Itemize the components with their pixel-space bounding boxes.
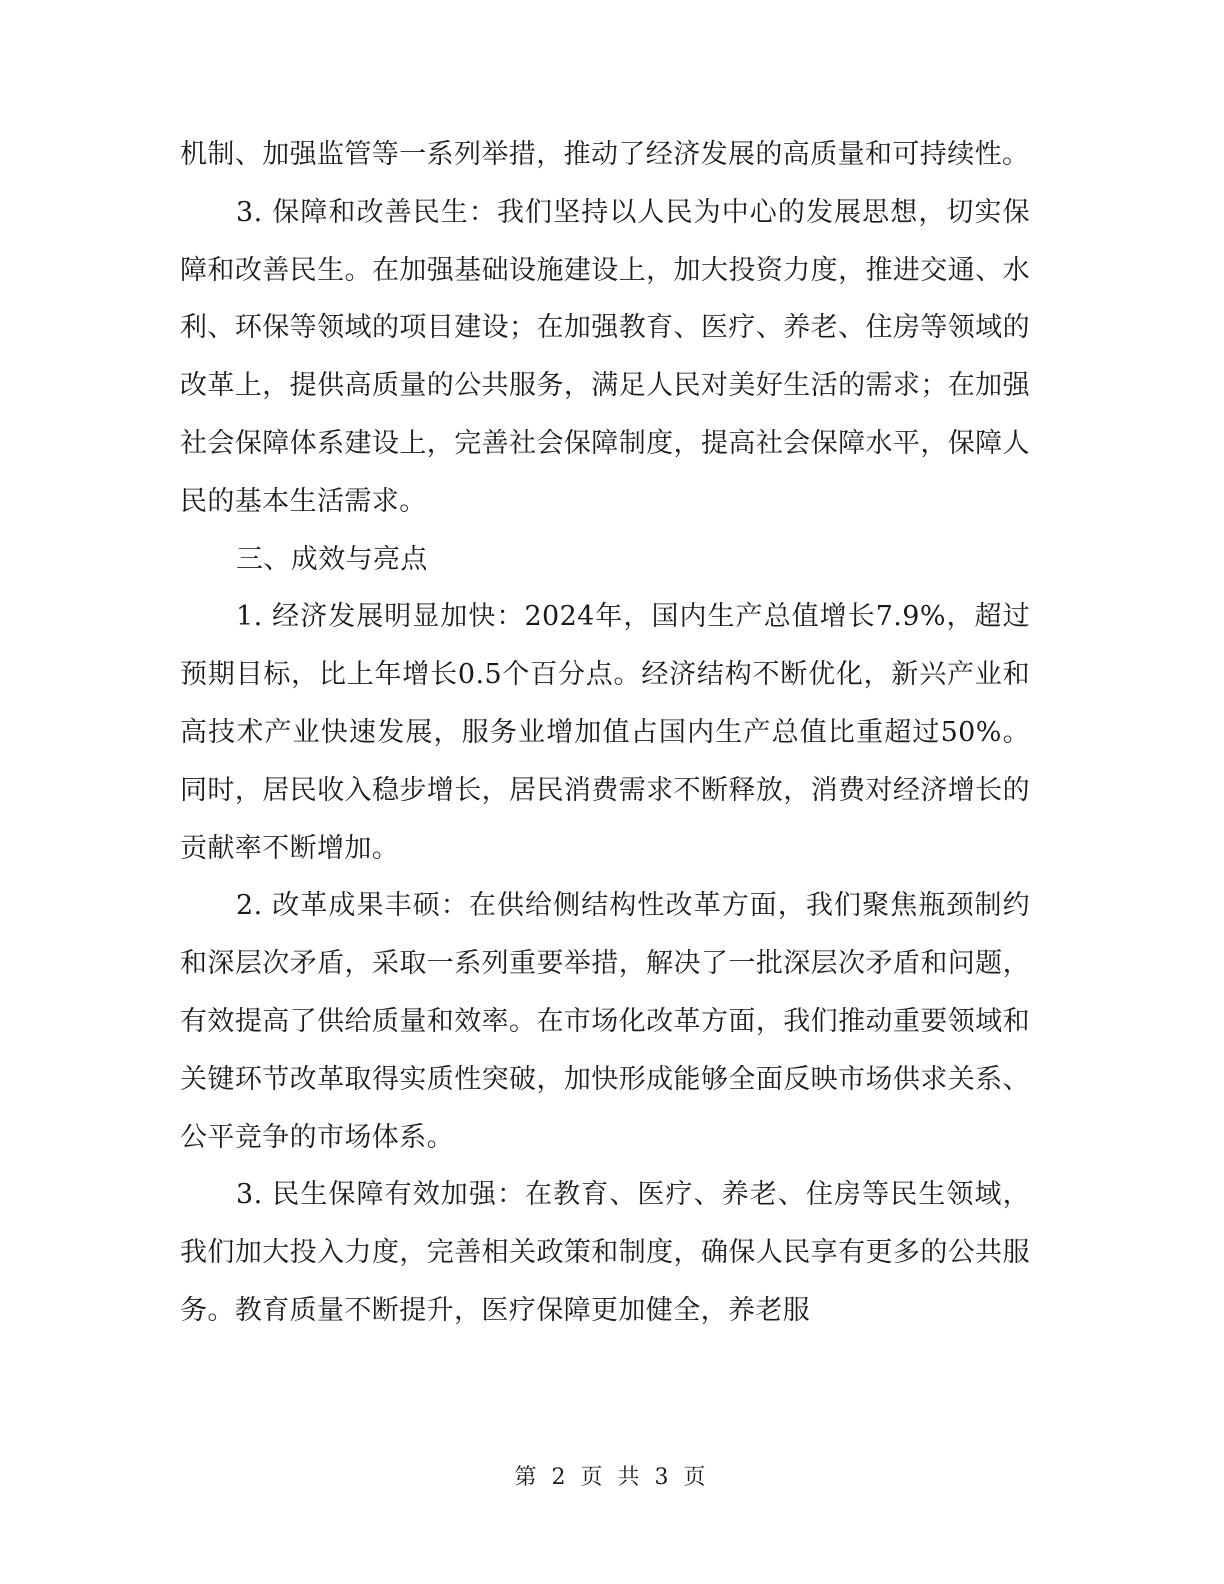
section-heading-results: 三、成效与亮点 — [236, 543, 428, 575]
paragraph-livelihood-measures: 3. 保障和改善民生：我们坚持以人民为中心的发展思想，切实保障和改善民生。在加强基础设施建设上，加大投资力度，推进交通、水利、环保等领域的项目建设；在加强教育、医疗、养老、住房等领域的改革上，提供高质量的公共服务，满足人民对美好生活的需求；在加强社会保障体系建设上，完善社会保障制度，提高社会保障水平，保障人民的基本生活需求。 — [180, 196, 1030, 517]
paragraph-economic-growth: 1. 经济发展明显加快：2024年，国内生产总值增长7.9%，超过预期目标，比上年增长0.5个百分点。经济结构不断优化，新兴产业和高技术产业快速发展，服务业增加值占国内生产总值比重超过50%。同时，居民收入稳步增长，居民消费需求不断释放，消费对经济增长的贡献率不断增加。 — [180, 601, 1030, 864]
page-number-footer: 第 2 页 共 3 页 — [514, 1465, 710, 1490]
paragraph-reform-results: 2. 改革成果丰硕：在供给侧结构性改革方面，我们聚焦瓶颈制约和深层次矛盾，采取一系列重要举措，解决了一批深层次矛盾和问题，有效提高了供给质量和效率。在市场化改革方面，我们推动重要领域和关键环节改革取得实质性突破，加快形成能够全面反映市场供求关系、公平竞争的市场体系。 — [180, 890, 1030, 1153]
paragraph-continuation: 机制、加强监管等一系列举措，推动了经济发展的高质量和可持续性。 — [180, 139, 1030, 170]
paragraph-livelihood-results: 3. 民生保障有效加强：在教育、医疗、养老、住房等民生领域，我们加大投入力度，完善相关政策和制度，确保人民享有更多的公共服务。教育质量不断提升，医疗保障更加健全，养老服 — [180, 1179, 1030, 1326]
document-body — [180, 126, 1030, 1340]
